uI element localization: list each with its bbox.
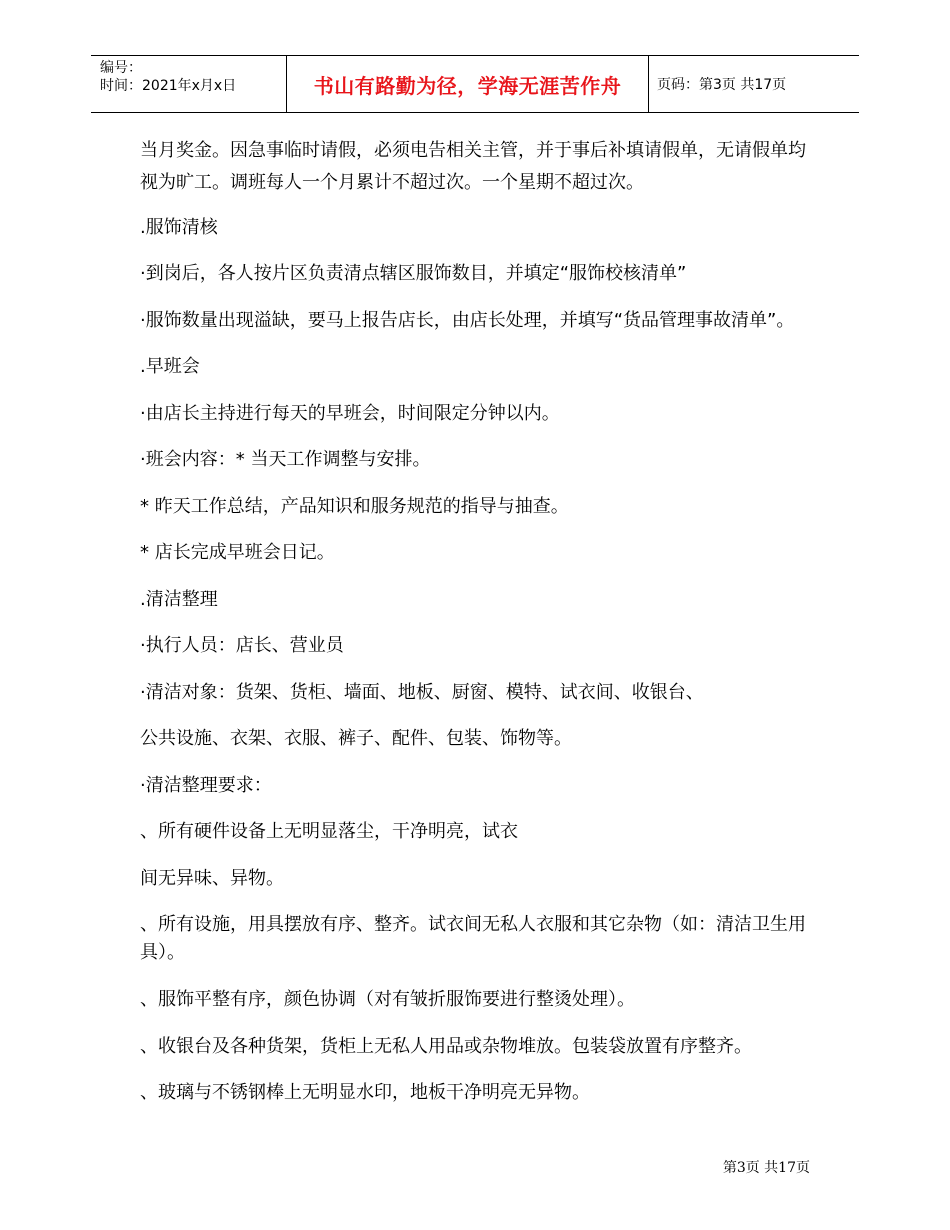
paragraph: * 店长完成早班会日记。 — [140, 542, 335, 563]
time-label: 时间：2021年x月x日 — [100, 78, 237, 94]
paragraph: ·到岗后，各人按片区负责清点辖区服饰数目，并填定“服饰校核清单” — [140, 263, 687, 284]
paragraph: 、玻璃与不锈钢棒上无明显水印，地板干净明亮无异物。 — [140, 1082, 590, 1103]
paragraph: 、服饰平整有序，颜色协调（对有皱折服饰要进行整烫处理）。 — [140, 989, 635, 1010]
section-heading: .清洁整理 — [140, 589, 218, 610]
paragraph: 视为旷工。调班每人一个月累计不超过次。一个星期不超过次。 — [140, 172, 644, 193]
paragraph: 公共设施、衣架、衣服、裤子、配件、包装、饰物等。 — [140, 728, 572, 749]
paragraph: ·执行人员：店长、营业员 — [140, 635, 344, 656]
paragraph: ·服饰数量出现溢缺，要马上报告店长，由店长处理，并填写“货品管理事故清单”。 — [140, 310, 795, 331]
number-label: 编号： — [100, 60, 142, 76]
paragraph: ·清洁整理要求： — [140, 775, 272, 796]
header-motto: 书山有路勤为径，学海无涯苦作舟 — [286, 56, 649, 112]
header-meta — [91, 56, 286, 112]
paragraph: ·清洁对象：货架、货柜、墙面、地板、厨窗、模特、试衣间、收银台、 — [140, 682, 704, 703]
paragraph: * 昨天工作总结，产品知识和服务规范的指导与抽查。 — [140, 496, 569, 517]
header-page-info: 页码：第3页 共17页 — [657, 77, 787, 93]
paragraph: 当月奖金。因急事临时请假，必须电告相关主管，并于事后补填请假单，无请假单均 — [140, 140, 806, 161]
section-heading: .早班会 — [140, 356, 200, 377]
paragraph: 、收银台及各种货架，货柜上无私人用品或杂物堆放。包装袋放置有序整齐。 — [140, 1036, 752, 1057]
paragraph: 间无异味、异物。 — [140, 868, 284, 889]
paragraph: ·班会内容：* 当天工作调整与安排。 — [140, 449, 431, 470]
page-header — [91, 55, 859, 113]
paragraph: 、所有硬件设备上无明显落尘，干净明亮，试衣 — [140, 821, 518, 842]
paragraph: 具）。 — [140, 942, 185, 963]
paragraph: 、所有设施，用具摆放有序、整齐。试衣间无私人衣服和其它杂物（如：清洁卫生用 — [140, 914, 806, 935]
section-heading: .服饰清核 — [140, 217, 218, 238]
paragraph: ·由店长主持进行每天的早班会，时间限定分钟以内。 — [140, 403, 560, 424]
page-footer: 第3页 共17页 — [722, 1160, 810, 1176]
